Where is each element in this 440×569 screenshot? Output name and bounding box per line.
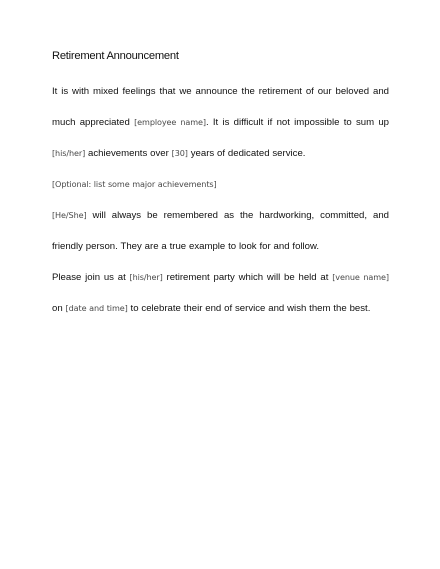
- paragraph-text: to celebrate their end of service and wish them the best.: [127, 303, 371, 314]
- achievements-paragraph: [52, 169, 389, 200]
- paragraph-text: . It is difficult if not impossible to sum up: [205, 117, 389, 128]
- paragraph-text: achievements over: [85, 148, 172, 159]
- paragraph-text: will always be remembered as the hardworking, committed, and friendly person. They are a true example to look for and follow.: [52, 210, 389, 252]
- paragraph-text: years of dedicated service.: [187, 148, 306, 159]
- remembrance-paragraph: [52, 200, 389, 262]
- placeholder-date-time: [date and time]: [65, 303, 128, 313]
- invitation-paragraph: [52, 262, 389, 324]
- placeholder-he-she: [He/She]: [52, 210, 87, 220]
- placeholder-achievements: [Optional: list some major achievements]: [52, 179, 217, 189]
- placeholder-employee-name: [employee name]: [134, 117, 206, 127]
- paragraph-text: It is with mixed feelings that we announce the retirement of our beloved and much appreciated: [52, 86, 389, 128]
- placeholder-his-her: [his/her]: [52, 148, 86, 158]
- paragraph-text: retirement party which will be held at: [162, 272, 333, 283]
- placeholder-years: [30]: [171, 148, 188, 158]
- announcement-paragraph: [52, 76, 389, 169]
- placeholder-his-her: [his/her]: [129, 272, 163, 282]
- paragraph-text: on: [52, 303, 66, 314]
- paragraph-text: Please join us at: [52, 272, 130, 283]
- document-title: Retirement Announcement: [52, 50, 179, 62]
- placeholder-venue-name: [venue name]: [332, 272, 389, 282]
- document-body: [52, 46, 389, 324]
